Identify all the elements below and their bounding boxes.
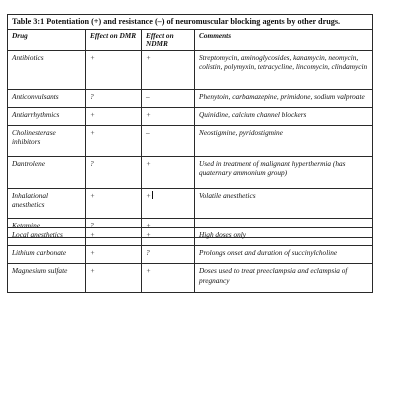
ndmr-value: +: [146, 190, 151, 200]
header-comments: Comments: [195, 29, 373, 50]
dmr-cell: ?: [86, 156, 142, 188]
ndmr-cell[interactable]: [142, 188, 195, 218]
dmr-cell: +: [86, 246, 142, 264]
drug-cell: Anticonvulsants: [8, 89, 86, 107]
header-effect-ndmr: Effect on NDMR: [142, 29, 195, 50]
table-caption: Table 3:1 Potentiation (+) and resistance (–) of neuromuscular blocking agents by other drugs.: [8, 15, 373, 30]
comments-cell: Prolongs onset and duration of succinylcholine: [195, 246, 373, 264]
table-row: [8, 89, 373, 107]
drug-cell: Inhalational anesthetics: [8, 188, 86, 218]
ndmr-cell: +: [142, 218, 195, 237]
table-row: [8, 50, 373, 89]
table-row: [8, 125, 373, 156]
ndmr-cell: +: [142, 156, 195, 188]
drug-cell: Local anesthetics: [8, 228, 86, 246]
comments-cell: High doses only: [195, 228, 373, 246]
drug-cell: Antiarrhythmics: [8, 107, 86, 125]
comments-cell: Neostigmine, pyridostigmine: [195, 125, 373, 156]
ndmr-cell: +: [142, 107, 195, 125]
header-drug: Drug: [8, 29, 86, 50]
ndmr-cell: –: [142, 89, 195, 107]
table-header-row: [8, 29, 373, 50]
dmr-cell: +: [86, 50, 142, 89]
table-row: [8, 107, 373, 125]
ndmr-cell: +: [142, 50, 195, 89]
comments-cell: Phenytoin, carbamazepine, primidone, sodium valproate: [195, 89, 373, 107]
dmr-cell: ?: [86, 218, 142, 237]
table-row: [8, 264, 373, 293]
header-effect-dmr: Effect on DMR: [86, 29, 142, 50]
comments-cell: Doses used to treat preeclampsia and eclampsia of pregnancy: [195, 264, 373, 293]
ndmr-cell: +: [142, 228, 195, 246]
comments-cell: Used in treatment of malignant hyperthermia (has quaternary ammonium group): [195, 156, 373, 188]
drug-cell: Cholinesterase inhibitors: [8, 125, 86, 156]
dmr-cell: +: [86, 125, 142, 156]
drug-cell: Antibiotics: [8, 50, 86, 89]
drug-interaction-table-continued: [7, 227, 373, 293]
dmr-cell: +: [86, 228, 142, 246]
ndmr-cell: +: [142, 264, 195, 293]
drug-cell: Ketamine: [8, 218, 86, 237]
drug-cell: Magnesium sulfate: [8, 264, 86, 293]
table-row: [8, 228, 373, 246]
drug-interaction-table: [7, 14, 373, 238]
table-row: [8, 188, 373, 218]
drug-cell: Lithium carbonate: [8, 246, 86, 264]
comments-cell: Streptomycin, aminoglycosides, kanamycin, neomycin, colistin, polymyxin, tetracycline, lincomycin, clindamycin: [195, 50, 373, 89]
dmr-cell: +: [86, 107, 142, 125]
table-row: [8, 156, 373, 188]
comments-cell: Quinidine, calcium channel blockers: [195, 107, 373, 125]
dmr-cell: ?: [86, 89, 142, 107]
dmr-cell: +: [86, 264, 142, 293]
table-caption-row: [8, 15, 373, 30]
drug-cell: Dantrolene: [8, 156, 86, 188]
dmr-cell: +: [86, 188, 142, 218]
table-row: [8, 246, 373, 264]
ndmr-cell: ?: [142, 246, 195, 264]
text-cursor: [152, 191, 153, 199]
ndmr-cell: –: [142, 125, 195, 156]
comments-cell: Volatile anesthetics: [195, 188, 373, 218]
